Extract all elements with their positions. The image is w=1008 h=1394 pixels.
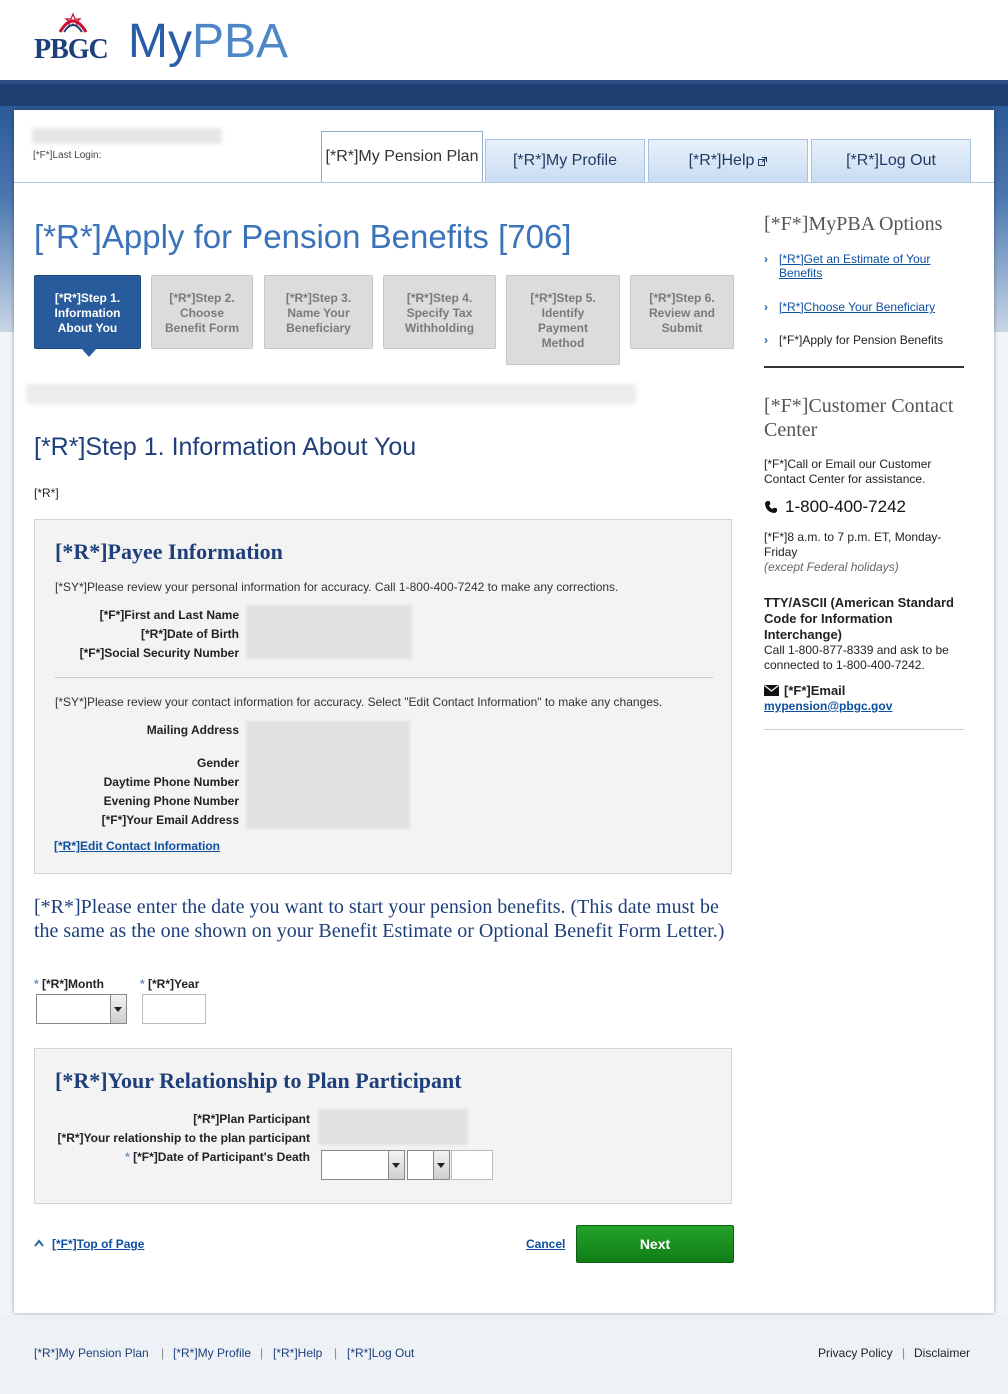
email-icon [764,685,779,696]
tab-label: [*R*]Help [688,152,755,169]
field-label-mailing: Mailing Address [146,723,239,737]
email-label: [*F*]Email [784,683,846,698]
step-line: Benefit Form [164,321,239,335]
field-label-email: [*F*]Your Email Address [101,813,239,827]
contact-hours: [*F*]8 a.m. to 7 p.m. ET, Monday-Friday [764,530,942,559]
pbgc-logo-text: PBGC [34,34,108,65]
field-label-name: [*F*]First and Last Name [99,608,239,622]
step-line: Beneficiary [286,321,351,335]
step-line: Submit [661,321,703,335]
mypba-wordmark [128,14,288,69]
brand-pba: PBA [191,15,289,68]
options-title: [*F*]MyPBA Options [764,213,943,235]
step-line: [*R*]Step 3. [285,291,352,305]
chevron-right-icon: › [764,252,768,266]
step-2[interactable] [151,275,253,349]
contact-holidays: (except Federal holidays) [764,560,899,574]
page-title: [*R*]Apply for Pension Benefits [706] [34,218,572,255]
tab-help[interactable] [648,139,808,182]
option-apply-text: [*F*]Apply for Pension Benefits [779,333,944,347]
option-estimate[interactable] [764,252,964,280]
year-label-text: [*R*]Year [148,977,200,991]
contact-intro: [*SY*]Please review your contact information for accuracy. Select "Edit Contact Information" to make any changes. [55,695,663,709]
option-apply [764,333,964,347]
required-note: [*R*] [34,486,59,500]
field-label-plan-participant: [*R*]Plan Participant [193,1112,310,1126]
tab-label: [*R*]My Pension Plan [325,148,479,165]
step-line: Name Your [287,306,350,320]
footer-separator: | [161,1346,165,1360]
death-year-input[interactable] [451,1150,493,1180]
panel-divider [55,677,713,678]
sidebar-divider [764,366,964,368]
site-header [0,0,1008,80]
phone-icon [764,500,778,514]
last-login: [*F*]Last Login: [33,150,102,161]
plan-name-redacted [26,384,636,404]
chevron-down-icon[interactable] [433,1151,449,1179]
option-beneficiary[interactable] [764,300,964,314]
payee-intro: [*SY*]Please review your personal information for accuracy. Call 1-800-400-7242 to make any corrections. [55,580,619,594]
chevron-right-icon: › [764,333,768,347]
tab-my-profile[interactable] [485,139,645,182]
contact-title: [*F*]Customer Contact Center [764,395,954,441]
edit-contact-link[interactable]: [*R*]Edit Contact Information [54,839,220,853]
step-line: Method [541,336,585,350]
tab-log-out[interactable] [811,139,971,182]
tty-text: Call 1-800-877-8339 and ask to be connected to 1-800-400-7242. [764,643,949,672]
month-select[interactable] [36,994,127,1024]
footer-link-my-pension-plan[interactable]: [*R*]My Pension Plan [34,1346,149,1360]
step-3[interactable] [264,275,373,349]
field-label-daytime-phone: Daytime Phone Number [103,775,239,789]
step-6[interactable] [630,275,734,349]
email-link[interactable]: mypension@pbgc.gov [764,699,893,713]
next-button-label: Next [639,1236,671,1252]
option-beneficiary-link[interactable]: [*R*]Choose Your Beneficiary [779,300,936,314]
step-line: [*R*]Step 4. [406,291,473,305]
year-input[interactable] [142,994,206,1024]
required-asterisk: * [140,977,149,991]
participant-values-redacted [318,1109,468,1145]
death-day-select[interactable] [407,1150,450,1180]
chevron-right-icon: › [764,300,768,314]
tab-baseline [14,182,994,183]
step-heading: [*R*]Step 1. Information About You [34,433,417,461]
required-asterisk: * [125,1150,134,1164]
tab-my-pension-plan[interactable] [321,131,483,183]
tab-label: [*R*]My Profile [512,152,618,169]
user-name-redacted [32,128,222,144]
step-line: Withholding [404,321,475,335]
pbgc-logo[interactable] [34,12,114,64]
footer-separator: | [902,1346,906,1360]
footer-separator: | [334,1346,338,1360]
required-asterisk: * [34,977,43,991]
tab-label: [*R*]Log Out [846,152,936,169]
field-label-death-date [40,1150,310,1164]
step-5[interactable] [506,275,620,365]
tty-title: TTY/ASCII (American Standard Code for Information Interchange) [764,595,954,642]
chevron-up-icon [34,1239,44,1247]
death-month-select[interactable] [321,1150,405,1180]
personal-values-redacted [246,605,412,659]
field-label-gender: Gender [196,756,239,770]
step-line: Payment [537,321,589,335]
step-line: Choose [179,306,224,320]
contact-values-redacted [246,721,410,829]
sidebar-divider-2 [764,729,964,730]
step-1[interactable] [34,275,141,349]
step-line: Information [54,306,121,320]
start-date-question: [*R*]Please enter the date you want to start your pension benefits. (This date must be the same as the one shown on your Benefit Estimate or Optional Benefit Form Letter.) [34,896,725,942]
step-line: [*R*]Step 5. [530,291,596,305]
step-line: Specify Tax [406,306,473,320]
chevron-down-icon[interactable] [388,1151,404,1179]
footer-link-help[interactable]: [*R*]Help [273,1346,323,1360]
step-line: Review and [648,306,716,320]
step-line: [*R*]Step 6. [649,291,715,305]
privacy-policy-link[interactable]: Privacy Policy [818,1346,893,1360]
top-of-page-link[interactable]: [*F*]Top of Page [52,1237,145,1251]
step-4[interactable] [383,275,496,349]
field-label-relationship: [*R*]Your relationship to the plan participant [57,1131,310,1145]
footer-link-log-out[interactable]: [*R*]Log Out [347,1346,415,1360]
field-label-evening-phone: Evening Phone Number [103,794,239,808]
chevron-down-icon[interactable] [110,995,126,1023]
cancel-link[interactable]: Cancel [526,1237,566,1251]
contact-intro: [*F*]Call or Email our Customer Contact Center for assistance. [764,457,932,486]
footer-link-my-profile[interactable]: [*R*]My Profile [173,1346,252,1360]
step-line: Identify [541,306,585,320]
relationship-title: [*R*]Your Relationship to Plan Participant [55,1068,462,1093]
disclaimer-link[interactable]: Disclaimer [914,1346,971,1360]
next-button[interactable] [576,1225,734,1263]
field-label-dob: [*R*]Date of Birth [141,627,239,641]
payee-title: [*R*]Payee Information [55,539,283,564]
footer-separator: | [260,1346,264,1360]
external-link-icon [758,157,767,166]
contact-phone: 1-800-400-7242 [785,497,906,516]
pbgc-star-icon [58,12,88,34]
option-estimate-link[interactable]: [*R*]Get an Estimate of Your Benefits [779,252,931,280]
month-label-text: [*R*]Month [42,977,104,991]
field-label-ssn: [*F*]Social Security Number [79,646,239,660]
year-label [140,977,199,991]
month-label [34,977,104,991]
brand-my: My [128,15,192,68]
death-date-label-text: [*F*]Date of Participant's Death [133,1150,310,1164]
step-line: About You [57,321,118,335]
step-line: [*R*]Step 1. [54,291,121,305]
step-line: [*R*]Step 2. [169,291,235,305]
